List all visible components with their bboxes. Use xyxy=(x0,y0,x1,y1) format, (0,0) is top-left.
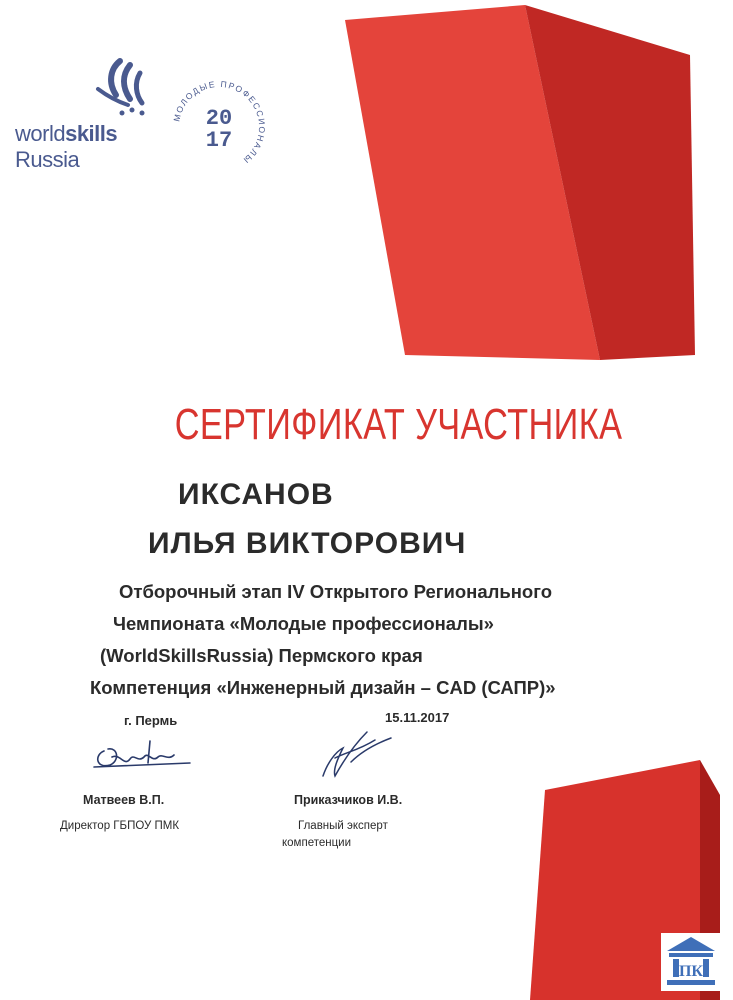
signatory-2-title-line1: Главный эксперт xyxy=(298,820,388,832)
worldskills-flame-icon xyxy=(12,55,152,125)
signature-1 xyxy=(90,733,200,778)
russia-wordmark: Russia xyxy=(15,147,80,172)
date: 15.11.2017 xyxy=(385,710,450,725)
competence-line: Компетенция «Инженерный дизайн – CAD (САПР)» xyxy=(90,677,556,698)
participant-given-names: ИЛЬЯ ВИКТОРОВИЧ xyxy=(148,527,467,560)
signatory-2-name: Приказчиков И.В. xyxy=(294,793,403,807)
participant-surname: ИКСАНОВ xyxy=(178,478,334,511)
signatory-1-title: Директор ГБПОУ ПМК xyxy=(60,820,180,832)
event-line-1: Отборочный этап IV Открытого Регионального xyxy=(119,581,552,602)
worldskills-russia-logo xyxy=(12,55,152,175)
seal-year-top: 20 xyxy=(205,106,233,131)
college-logo-icon xyxy=(661,933,721,991)
seal-arc-text: МОЛОДЫЕ ПРОФЕССИОНАЛЫ xyxy=(171,78,268,167)
city: г. Пермь xyxy=(124,713,178,728)
event-line-2: Чемпионата «Молодые профессионалы» xyxy=(113,613,494,634)
event-line-3: (WorldSkillsRussia) Пермского края xyxy=(100,645,423,666)
seal-year-bottom: 17 xyxy=(205,128,233,153)
signatory-1-name: Матвеев В.П. xyxy=(83,793,165,807)
signatory-2-title-line2: компетенции xyxy=(282,837,352,849)
worldskills-wordmark: worldskills xyxy=(15,121,118,146)
certificate-title: СЕРТИФИКАТ УЧАСТНИКА xyxy=(174,400,623,449)
young-professionals-2017-seal xyxy=(164,72,274,182)
college-logo-text: ПК xyxy=(678,963,704,980)
signature-2 xyxy=(305,718,405,788)
